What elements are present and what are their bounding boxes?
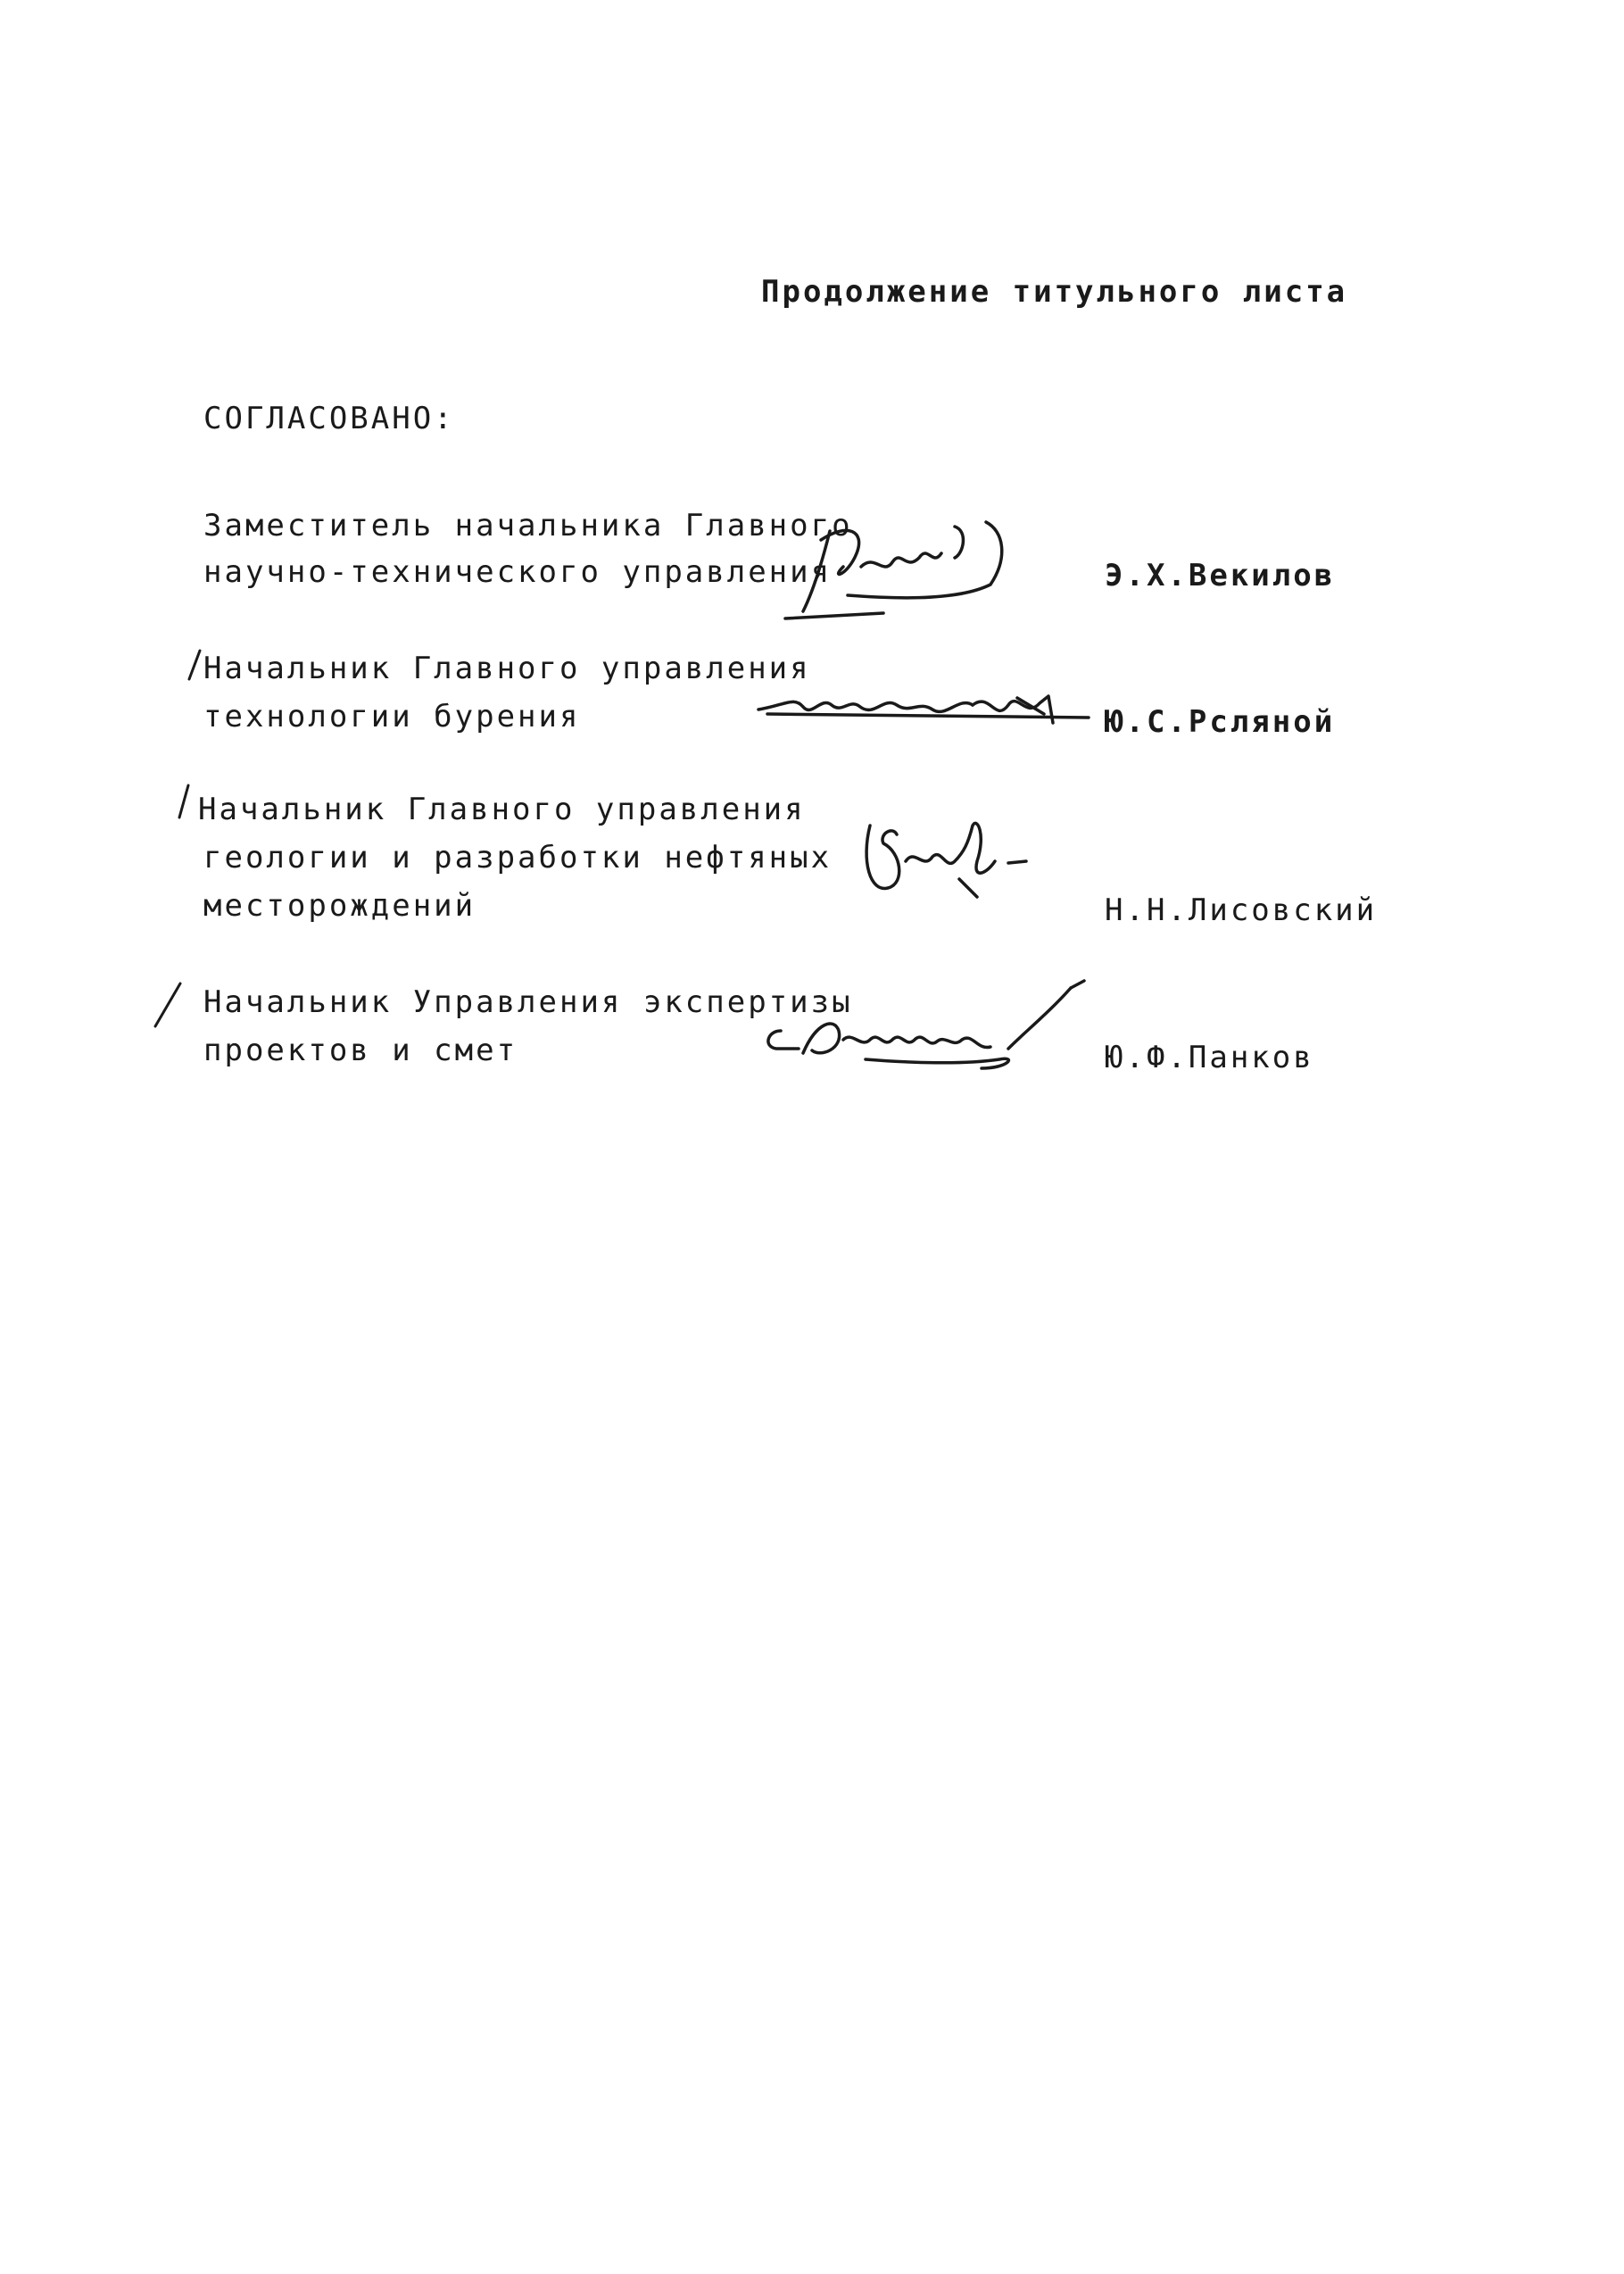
signature — [750, 678, 1124, 741]
signatory-name: Н.Н.Лисовский — [1105, 892, 1378, 928]
position-line: технологии бурения — [203, 699, 581, 734]
position-line: научно-технического управления — [203, 554, 833, 590]
continuation-label: Продолжение титульного листа — [761, 274, 1348, 310]
signatory-name: Ю.Ф.Панков — [1105, 1040, 1314, 1075]
signatory-name: Ю.С.Рсляной — [1105, 704, 1336, 740]
approval-heading: СОГЛАСОВАНО: — [203, 401, 455, 436]
signature — [732, 977, 1115, 1084]
signature — [776, 513, 1044, 629]
check-mark — [175, 782, 193, 821]
position-line: геологии и разработки нефтяных — [203, 840, 833, 876]
check-mark — [186, 647, 203, 683]
position-line: Начальник Главного управления — [198, 792, 806, 827]
signatory-name: Э.Х.Векилов — [1105, 558, 1336, 593]
position-line: проектов и смет — [203, 1033, 518, 1068]
check-mark — [152, 980, 184, 1030]
position-line: Начальник Главного управления — [203, 651, 811, 686]
position-line: месторождений — [203, 888, 476, 924]
position-line: Заместитель начальника Главного — [203, 508, 853, 544]
position-line: Начальник Управления экспертизы — [203, 984, 853, 1020]
signature — [852, 808, 1040, 915]
